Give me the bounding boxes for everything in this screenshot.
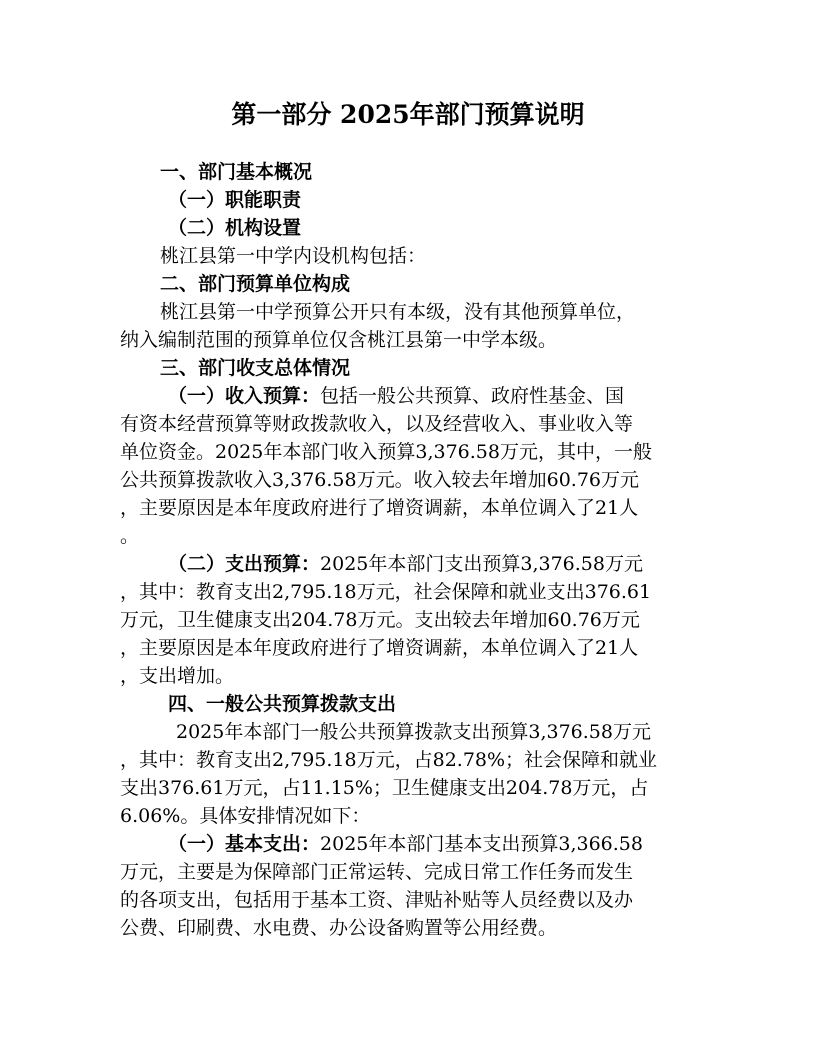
paragraph-line	[120, 494, 700, 522]
paragraph-line	[176, 718, 756, 746]
line-text: 的各项支出，包括用于基本工资、津贴补贴等人员经费以及办	[120, 889, 634, 911]
line-bold: （二）支出预算：	[168, 553, 321, 575]
paragraph-line	[120, 466, 700, 494]
line-bold: 四、一般公共预算拨款支出	[168, 693, 397, 715]
line-text: 单位资金。2025年本部门收入预算3,376.58万元，其中，一般	[120, 441, 652, 463]
line-text: 6.06%。具体安排情况如下：	[120, 805, 371, 827]
line-text: 。	[120, 525, 140, 547]
line-text: 2025年本部门支出预算3,376.58万元	[320, 553, 643, 575]
paragraph-line	[120, 522, 700, 550]
paragraph-line	[120, 326, 700, 354]
heading-3	[160, 354, 740, 382]
line-bold: （二）机构设置	[168, 217, 302, 239]
line-text: 有资本经营预算等财政拨款收入，以及经营收入、事业收入等	[120, 413, 634, 435]
paragraph-line	[120, 914, 700, 942]
line-bold: 三、部门收支总体情况	[160, 357, 351, 379]
line-text: 2025年本部门基本支出预算3,366.58	[320, 833, 643, 855]
line-text: 支出376.61万元，占11.15%；卫生健康支出204.78万元，占	[120, 777, 649, 799]
heading-2	[160, 270, 740, 298]
line-text: 桃江县第一中学内设机构包括：	[160, 245, 427, 267]
paragraph-line	[120, 858, 700, 886]
line-text: ，支出增加。	[120, 665, 235, 687]
paragraph-line	[120, 774, 700, 802]
page-title: 第一部分 2025年部门预算说明	[231, 100, 585, 129]
paragraph-line	[120, 886, 700, 914]
line-text: 2025年本部门一般公共预算拨款支出预算3,376.58万元	[176, 721, 651, 743]
paragraph-line	[168, 382, 748, 410]
paragraph-line	[120, 746, 700, 774]
line-text: 桃江县第一中学预算公开只有本级，没有其他预算单位，	[160, 301, 636, 323]
line-bold: （一）职能职责	[168, 189, 302, 211]
line-text: 万元，卫生健康支出204.78万元。支出较去年增加60.76万元	[120, 609, 640, 631]
line-bold: 一、部门基本概况	[160, 161, 313, 183]
paragraph-line	[160, 298, 740, 326]
heading-1	[160, 158, 740, 186]
line-text: 纳入编制范围的预算单位仅含桃江县第一中学本级。	[120, 329, 558, 351]
line-text: 包括一般公共预算、政府性基金、国	[320, 385, 625, 407]
paragraph-line	[120, 578, 700, 606]
paragraph-line	[168, 550, 748, 578]
subheading-1-2	[168, 214, 748, 242]
paragraph-line	[120, 662, 700, 690]
paragraph-line	[120, 802, 700, 830]
paragraph-line	[160, 242, 740, 270]
paragraph-line	[120, 410, 700, 438]
line-text: ，主要原因是本年度政府进行了增资调薪，本单位调入了21人	[120, 637, 639, 659]
heading-4	[168, 690, 748, 718]
line-text: 公费、印刷费、水电费、办公设备购置等公用经费。	[120, 917, 558, 939]
paragraph-line	[120, 634, 700, 662]
line-text: ，主要原因是本年度政府进行了增资调薪，本单位调入了21人	[120, 497, 639, 519]
line-text: 万元，主要是为保障部门正常运转、完成日常工作任务而发生	[120, 861, 634, 883]
line-bold: （一）收入预算：	[168, 385, 321, 407]
line-text: 公共预算拨款收入3,376.58万元。收入较去年增加60.76万元	[120, 469, 640, 491]
subheading-1-1	[168, 186, 748, 214]
paragraph-line	[120, 438, 700, 466]
line-bold: 二、部门预算单位构成	[160, 273, 351, 295]
line-text: ，其中：教育支出2,795.18万元，社会保障和就业支出376.61	[120, 581, 652, 603]
paragraph-line	[168, 830, 748, 858]
line-bold: （一）基本支出：	[168, 833, 321, 855]
paragraph-line	[120, 606, 700, 634]
line-text: ，其中：教育支出2,795.18万元，占82.78%；社会保障和就业	[120, 749, 658, 771]
